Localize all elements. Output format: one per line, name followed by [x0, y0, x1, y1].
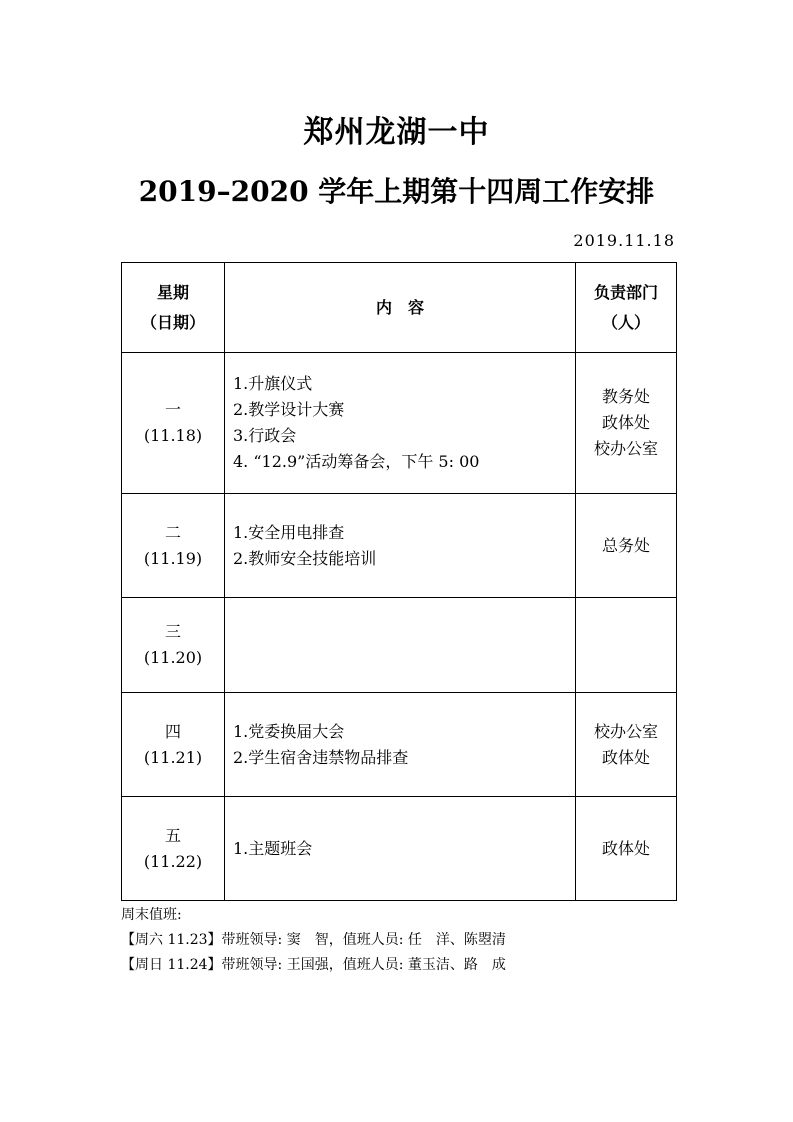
content-cell	[225, 797, 576, 901]
task-item: 2.教师安全技能培训	[233, 548, 377, 568]
day-label: 四	[164, 721, 181, 741]
day-date: (11.22)	[143, 851, 203, 871]
day-cell	[122, 797, 225, 901]
task-item: 1.升旗仪式	[233, 374, 313, 393]
content-cell	[225, 598, 576, 693]
table-row	[122, 598, 677, 693]
task-item: 4. “12.9”活动筹备会，下午 5: 00	[233, 452, 480, 471]
school-name: 郑州龙湖一中	[303, 115, 490, 150]
table-row	[122, 494, 677, 598]
task-item: 3.行政会	[233, 426, 297, 445]
dept-name: 校办公室	[593, 439, 658, 458]
table-row	[122, 693, 677, 797]
header-day-sub: （日期）	[140, 312, 205, 332]
day-cell	[122, 693, 225, 797]
schedule-table	[121, 262, 677, 901]
dept-name: 政体处	[601, 413, 650, 432]
table-header-row	[122, 263, 677, 353]
day-label: 一	[164, 400, 181, 419]
day-label: 三	[164, 622, 181, 641]
content-cell	[225, 494, 576, 598]
table-row	[122, 797, 677, 901]
saturday-duty: 【周六 11.23】带班领导: 窦 智，值班人员: 任 洋、陈曌清	[121, 932, 506, 948]
day-date: (11.19)	[143, 548, 203, 568]
dept-cell	[576, 598, 677, 693]
task-item: 2.教学设计大赛	[233, 400, 345, 419]
dept-name: 政体处	[601, 747, 650, 767]
dept-cell	[576, 353, 677, 494]
dept-cell	[576, 494, 677, 598]
content-cell	[225, 693, 576, 797]
header-content-label: 内 容	[375, 297, 424, 317]
day-date: (11.20)	[143, 648, 203, 667]
dept-name: 总务处	[601, 535, 650, 555]
dept-cell	[576, 693, 677, 797]
dept-name: 教务处	[601, 387, 650, 406]
day-cell	[122, 494, 225, 598]
day-cell	[122, 598, 225, 693]
header-dept-label: 负责部门	[593, 282, 658, 302]
content-cell	[225, 353, 576, 494]
table-row	[122, 353, 677, 494]
day-label: 二	[164, 522, 181, 542]
header-day	[122, 263, 225, 353]
issue-date: 2019.11.18	[573, 231, 675, 250]
dept-name: 政体处	[601, 838, 650, 858]
task-item: 1.党委换届大会	[233, 721, 345, 741]
day-date: (11.18)	[143, 426, 203, 445]
header-dept-sub: （人）	[601, 312, 650, 332]
day-cell	[122, 353, 225, 494]
dept-cell	[576, 797, 677, 901]
header-content	[225, 263, 576, 353]
task-item: 1.安全用电排查	[233, 522, 345, 542]
dept-name: 校办公室	[593, 721, 658, 741]
header-day-label: 星期	[156, 282, 189, 302]
sunday-duty: 【周日 11.24】带班领导: 王国强，值班人员: 董玉洁、路 成	[121, 957, 506, 973]
task-item: 1.主题班会	[233, 838, 313, 858]
schedule-title: 2019–2020 学年上期第十四周工作安排	[138, 175, 655, 208]
header-dept	[576, 263, 677, 353]
weekend-duty-heading: 周末值班:	[121, 907, 182, 923]
task-item: 2.学生宿舍违禁物品排查	[233, 747, 409, 767]
day-date: (11.21)	[143, 747, 203, 767]
day-label: 五	[164, 825, 181, 845]
